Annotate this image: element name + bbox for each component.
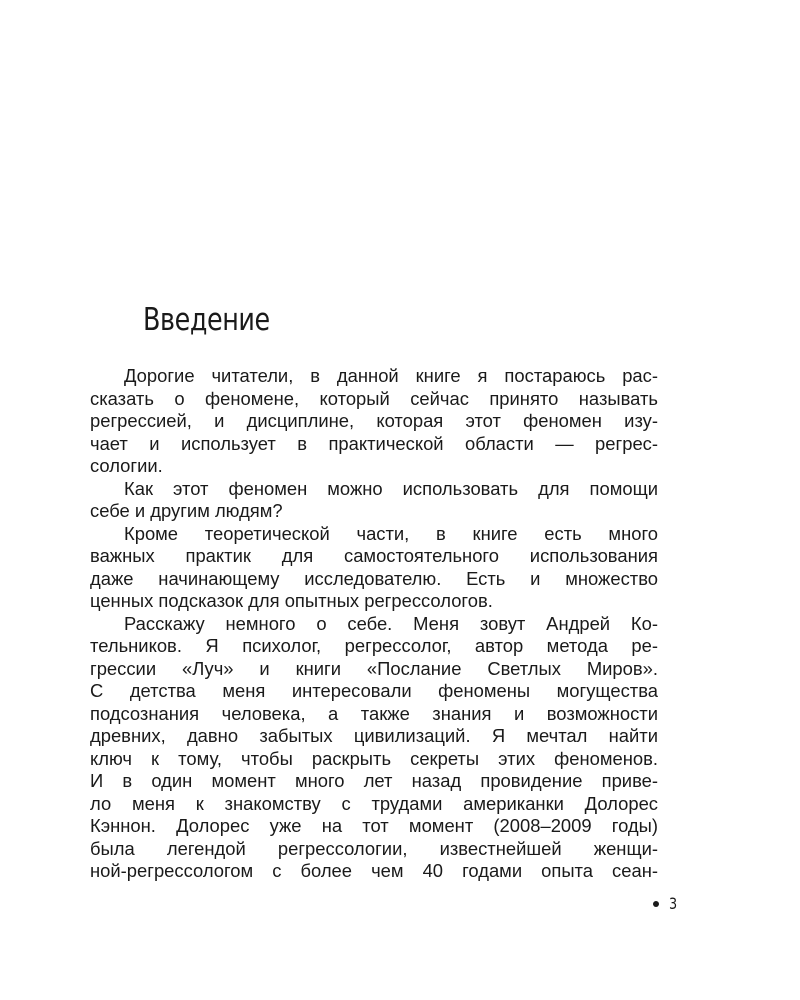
text-line: Кэннон. Долорес уже на тот момент (2008–2009 годы) (90, 815, 658, 836)
text-line: себе и другим людям? (90, 500, 283, 521)
text-line: сказать о феномене, который сейчас принято называть (90, 387, 658, 409)
text-line: грессии «Луч» и книги «Послание Светлых Миров». (90, 657, 658, 679)
text-line: регрессией, и дисциплине, которая этот феномен изу- (90, 410, 658, 431)
text-line: была легендой регрессологии, известнейшей женщи- (90, 837, 658, 859)
text-line: ной-регрессологом с более чем 40 годами опыта сеан- (90, 860, 658, 881)
body-text (90, 365, 658, 883)
text-line: Как этот феномен можно использовать для помощи (124, 477, 658, 499)
text-line: важных практик для самостоятельного использования (90, 545, 658, 566)
text-line: сологии. (90, 455, 163, 476)
text-line: тельников. Я психолог, регрессолог, автор метода ре- (90, 635, 658, 656)
text-line: С детства меня интересовали феномены могущества (90, 680, 658, 701)
text-line: ключ к тому, чтобы раскрыть секреты этих феноменов. (90, 747, 658, 769)
text-line: Расскажу немного о себе. Меня зовут Андрей Ко- (124, 612, 658, 634)
page-footer (653, 894, 679, 913)
text-line: древних, давно забытых цивилизаций. Я мечтал найти (90, 725, 658, 746)
text-line: Дорогие читатели, в данной книге я постараюсь рас- (124, 365, 658, 386)
text-line: И в один момент много лет назад провидение приве- (90, 770, 658, 791)
chapter-title: Введение (143, 302, 270, 338)
bullet-dot-icon (653, 901, 659, 907)
text-line: чает и использует в практической области — регрес- (90, 432, 658, 454)
text-line: даже начинающему исследователю. Есть и множество (90, 567, 658, 589)
text-line: ло меня к знакомству с трудами американки Долорес (90, 792, 658, 814)
page-number: 3 (669, 894, 678, 913)
text-line: подсознания человека, а также знания и возможности (90, 702, 658, 724)
text-line: ценных подсказок для опытных регрессологов. (90, 590, 493, 611)
text-line: Кроме теоретической части, в книге есть много (124, 522, 658, 544)
